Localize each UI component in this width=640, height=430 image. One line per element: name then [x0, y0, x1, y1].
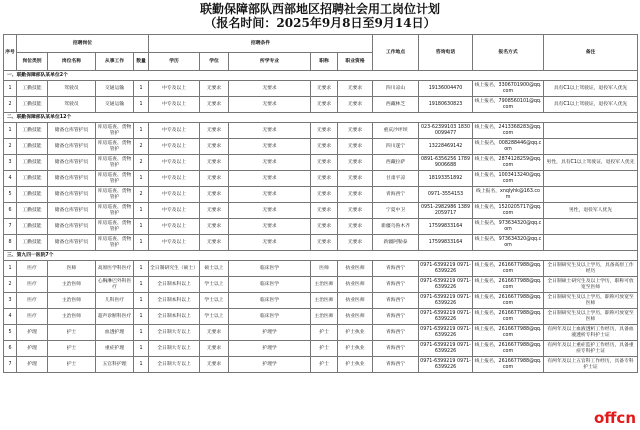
row-major: 护理学: [229, 325, 311, 341]
row-degree: 无要求: [200, 357, 229, 373]
row-post-category: 工勤技能: [17, 139, 48, 155]
row-post-category: 工勤技能: [17, 203, 48, 219]
row-apply: 线上报名，973634320@qq.com: [473, 235, 544, 251]
table-row: [4, 341, 638, 357]
row-title: 主治医师: [311, 293, 338, 309]
header-apply: 报名方式: [473, 35, 544, 71]
header-group-post: 招聘岗位: [17, 35, 149, 53]
row-post-name: 护士: [48, 341, 96, 357]
row-qualification: 无要求: [338, 219, 373, 235]
row-post-name: 医师: [48, 261, 96, 277]
row-qualification: 无要求: [338, 81, 373, 97]
row-apply: 线上报名，2616677988@qq.com: [473, 277, 544, 293]
header-count: 数量: [134, 53, 149, 71]
row-qualification: 无要求: [338, 155, 373, 171]
table-row: [4, 139, 638, 155]
row-title: 无要求: [311, 235, 338, 251]
row-post-category: 工勤技能: [17, 155, 48, 171]
row-post-name: 护士: [48, 357, 96, 373]
row-count: 1: [134, 309, 149, 325]
row-seq: 2: [4, 277, 17, 293]
row-work: 库房巡查、货物管护: [96, 171, 134, 187]
row-count: 1: [134, 81, 149, 97]
row-location: 青海西宁: [373, 293, 419, 309]
row-location: 青海西宁: [373, 325, 419, 341]
row-seq: 2: [4, 97, 17, 113]
row-phone: 17599833164: [419, 235, 473, 251]
row-seq: 5: [4, 187, 17, 203]
row-count: 1: [134, 325, 149, 341]
row-phone: 0971-6399219 0971-6399226: [419, 277, 473, 293]
row-phone: 13228469142: [419, 139, 473, 155]
header-title: 职称: [311, 53, 338, 71]
row-work: 库房巡查、货物管护: [96, 155, 134, 171]
row-work: 库房巡查、货物管护: [96, 187, 134, 203]
row-major: 无要求: [229, 139, 311, 155]
table-row: [4, 277, 638, 293]
row-title: 护士: [311, 325, 338, 341]
row-qualification: 无要求: [338, 203, 373, 219]
row-major: 无要求: [229, 203, 311, 219]
row-remark: [544, 123, 638, 139]
row-title: 无要求: [311, 123, 338, 139]
header-location: 工作地点: [373, 35, 419, 71]
row-remark: 有两年及以上血液透析工作经历，具备血液透析专科护士证: [544, 325, 638, 341]
row-major: 无要求: [229, 187, 311, 203]
row-post-name: 储备仓库管护员: [48, 219, 96, 235]
row-post-category: 护理: [17, 341, 48, 357]
row-education: 中专及以上: [149, 155, 200, 171]
row-remark: 男性，具有C1以上驾驶证，退役军人优先: [544, 155, 638, 171]
row-title: 无要求: [311, 187, 338, 203]
row-education: 中专及以上: [149, 97, 200, 113]
row-major: 无要求: [229, 97, 311, 113]
row-seq: 4: [4, 171, 17, 187]
row-remark: 有两年及以上重症监护工作经历，具备重症专科护士证: [544, 341, 638, 357]
row-location: 青海西宁: [373, 341, 419, 357]
row-remark: [544, 139, 638, 155]
row-phone: 0951-2982986 13892059717: [419, 203, 473, 219]
row-phone: 0971-6399219 0971-6399226: [419, 341, 473, 357]
row-work: 库房巡查、货物管护: [96, 139, 134, 155]
row-title: 无要求: [311, 97, 338, 113]
row-degree: 无要求: [200, 171, 229, 187]
row-education: 全日制大专以上: [149, 357, 200, 373]
row-count: 1: [134, 123, 149, 139]
header-post-category: 岗位类别: [17, 53, 48, 71]
section-row: [4, 71, 638, 81]
table-row: [4, 219, 638, 235]
row-title: 医师: [311, 261, 338, 277]
row-phone: 0971-6399219 0971-6399226: [419, 293, 473, 309]
row-degree: 学士以上: [200, 309, 229, 325]
row-post-category: 工勤技能: [17, 235, 48, 251]
row-location: 四川遂宁: [373, 139, 419, 155]
row-work: 儿科医疗: [96, 293, 134, 309]
row-location: 青海西宁: [373, 309, 419, 325]
row-major: 无要求: [229, 171, 311, 187]
row-apply: 线上报名，2413368283@qq.com: [473, 123, 544, 139]
row-post-category: 工勤技能: [17, 219, 48, 235]
row-phone: 0971-6399219 0971-6399226: [419, 357, 473, 373]
header-seq: 序号: [4, 35, 17, 71]
row-apply: 线上报名，1520205717@qq.com: [473, 203, 544, 219]
row-phone: 0971-6399219 0971-6399226: [419, 261, 473, 277]
row-work: 高原医学科医疗: [96, 261, 134, 277]
row-degree: 无要求: [200, 325, 229, 341]
row-apply: 线上报名，973634320@qq.com: [473, 219, 544, 235]
header-remark: 备注: [544, 35, 638, 71]
row-seq: 3: [4, 155, 17, 171]
row-education: 中专及以上: [149, 187, 200, 203]
row-post-category: 护理: [17, 325, 48, 341]
row-seq: 2: [4, 139, 17, 155]
row-major: 临床医学: [229, 277, 311, 293]
row-location: 青海西宁: [373, 187, 419, 203]
row-post-name: 驾驶员: [48, 81, 96, 97]
row-apply: 线上报名，2616677988@qq.com: [473, 261, 544, 277]
row-phone: 0971-3554153: [419, 187, 473, 203]
row-title: 无要求: [311, 203, 338, 219]
row-location: 西藏林芝: [373, 97, 419, 113]
row-post-category: 工勤技能: [17, 123, 48, 139]
row-count: 1: [134, 341, 149, 357]
section-title: 一、联勤保障部队某单位2个: [4, 71, 638, 81]
section-row: [4, 251, 638, 261]
row-seq: 4: [4, 309, 17, 325]
row-work: 重症护理: [96, 341, 134, 357]
header-phone: 咨询电话: [419, 35, 473, 71]
row-seq: 7: [4, 219, 17, 235]
row-remark: [544, 219, 638, 235]
row-seq: 6: [4, 203, 17, 219]
row-apply: 线上报名，xnqlyhk@163.com: [473, 187, 544, 203]
row-post-category: 工勤技能: [17, 171, 48, 187]
row-remark: 全日制研究生及以上学历，职称可放宽至医师: [544, 293, 638, 309]
row-post-name: 驾驶员: [48, 97, 96, 113]
row-degree: 无要求: [200, 139, 229, 155]
row-seq: 5: [4, 325, 17, 341]
row-qualification: 无要求: [338, 171, 373, 187]
row-remark: 有两年及以上五官科工作经历，具备专科护士证: [544, 357, 638, 373]
row-title: 无要求: [311, 171, 338, 187]
row-title: 护士: [311, 341, 338, 357]
table-row: [4, 309, 638, 325]
row-work: 库房巡查、货物管护: [96, 123, 134, 139]
row-post-name: 主治医师: [48, 293, 96, 309]
row-phone: 17599833164: [419, 219, 473, 235]
row-post-category: 医疗: [17, 277, 48, 293]
header-work: 从事工作: [96, 53, 134, 71]
header-qualification: 职业资格: [338, 53, 373, 71]
row-work: 五官科护理: [96, 357, 134, 373]
table-row: [4, 171, 638, 187]
row-major: 无要求: [229, 123, 311, 139]
section-row: [4, 113, 638, 123]
row-degree: 无要求: [200, 187, 229, 203]
row-count: 1: [134, 293, 149, 309]
row-phone: 0891-6356256 17899006688: [419, 155, 473, 171]
row-work: 库房巡查、货物管护: [96, 235, 134, 251]
row-qualification: 无要求: [338, 235, 373, 251]
row-degree: 无要求: [200, 123, 229, 139]
table-row: [4, 261, 638, 277]
row-location: 宁夏中卫: [373, 203, 419, 219]
row-title: 无要求: [311, 155, 338, 171]
header-row-1: [4, 35, 638, 53]
row-remark: [544, 187, 638, 203]
row-location: 新疆乌鲁木齐: [373, 219, 419, 235]
positions-table: [3, 34, 638, 373]
row-post-name: 储备仓库管护员: [48, 187, 96, 203]
row-phone: 18193351892: [419, 171, 473, 187]
row-qualification: 执业医师: [338, 261, 373, 277]
row-degree: 学士以上: [200, 293, 229, 309]
row-count: 1: [134, 261, 149, 277]
row-location: 青海西宁: [373, 277, 419, 293]
row-education: 全日制大专以上: [149, 325, 200, 341]
row-education: 中专及以上: [149, 235, 200, 251]
row-major: 无要求: [229, 235, 311, 251]
row-education: 全日制大专以上: [149, 341, 200, 357]
row-major: 临床医学: [229, 261, 311, 277]
row-title: 无要求: [311, 139, 338, 155]
row-qualification: 无要求: [338, 123, 373, 139]
row-major: 无要求: [229, 81, 311, 97]
row-location: 青海西宁: [373, 357, 419, 373]
row-remark: 全日制硕士研究生及以上学历，职称可放宽至医师: [544, 277, 638, 293]
row-count: 2: [134, 187, 149, 203]
table-row: [4, 235, 638, 251]
row-post-category: 工勤技能: [17, 81, 48, 97]
row-apply: 线上报名，008288446@qq.com: [473, 139, 544, 155]
row-seq: 3: [4, 293, 17, 309]
row-phone: 0971-6399219 0971-6399226: [419, 325, 473, 341]
row-seq: 6: [4, 341, 17, 357]
section-title: 二、联勤保障部队某单位12个: [4, 113, 638, 123]
row-phone: 0971-6399219 0971-6399226: [419, 309, 473, 325]
row-location: 重庆沙坪坝: [373, 123, 419, 139]
row-post-category: 护理: [17, 357, 48, 373]
row-qualification: 护士执业: [338, 325, 373, 341]
row-major: 临床医学: [229, 309, 311, 325]
row-count: 1: [134, 235, 149, 251]
row-major: 护理学: [229, 357, 311, 373]
row-qualification: 无要求: [338, 97, 373, 113]
row-apply: 线上报名，2616677988@qq.com: [473, 341, 544, 357]
row-qualification: 无要求: [338, 187, 373, 203]
row-degree: 无要求: [200, 219, 229, 235]
row-count: 1: [134, 203, 149, 219]
row-apply: 线上报名，7908560101@qq.com: [473, 97, 544, 113]
row-education: 全日制研究生（硕士）: [149, 261, 200, 277]
row-degree: 无要求: [200, 203, 229, 219]
row-remark: 具有C1以上驾驶证，退役军人优先: [544, 81, 638, 97]
table-row: [4, 293, 638, 309]
row-degree: 无要求: [200, 155, 229, 171]
row-title: 主治医师: [311, 277, 338, 293]
header-degree: 学位: [200, 53, 229, 71]
row-degree: 无要求: [200, 97, 229, 113]
row-remark: [544, 171, 638, 187]
row-work: 交通运输: [96, 97, 134, 113]
row-qualification: 护士执业: [338, 357, 373, 373]
row-apply: 线上报名，2616677988@qq.com: [473, 309, 544, 325]
row-remark: 全日制研究生及以上学历，具备高原工作经历: [544, 261, 638, 277]
table-row: [4, 123, 638, 139]
row-post-category: 医疗: [17, 261, 48, 277]
row-apply: 线上报名，2616677988@qq.com: [473, 293, 544, 309]
row-education: 全日制本科以上: [149, 293, 200, 309]
row-phone: 19180630823: [419, 97, 473, 113]
row-degree: 无要求: [200, 341, 229, 357]
row-work: 交通运输: [96, 81, 134, 97]
row-post-category: 医疗: [17, 293, 48, 309]
row-seq: 1: [4, 81, 17, 97]
row-post-name: 主治医师: [48, 277, 96, 293]
row-count: 1: [134, 277, 149, 293]
row-seq: 1: [4, 123, 17, 139]
row-apply: 线上报名，2616677988@qq.com: [473, 325, 544, 341]
row-major: 护理学: [229, 341, 311, 357]
row-remark: 具有C1以上驾驶证，退役军人优先: [544, 97, 638, 113]
row-post-category: 工勤技能: [17, 187, 48, 203]
row-work: 血透护理: [96, 325, 134, 341]
row-location: 甘肃平凉: [373, 171, 419, 187]
row-apply: 线上报名，2874128259@qq.com: [473, 155, 544, 171]
row-seq: 8: [4, 235, 17, 251]
row-seq: 1: [4, 261, 17, 277]
row-count: 2: [134, 139, 149, 155]
row-education: 中专及以上: [149, 203, 200, 219]
row-education: 中专及以上: [149, 81, 200, 97]
row-qualification: 护士执业: [338, 341, 373, 357]
row-post-name: 储备仓库管护员: [48, 235, 96, 251]
table-row: [4, 81, 638, 97]
header-post-name: 岗位名称: [48, 53, 96, 71]
row-location: 新疆阿勒泰: [373, 235, 419, 251]
offcn-watermark: offcn: [593, 409, 636, 427]
row-location: 四川凉山: [373, 81, 419, 97]
row-location: 西藏拉萨: [373, 155, 419, 171]
table-row: [4, 97, 638, 113]
row-post-name: 储备仓库管护员: [48, 203, 96, 219]
header-group-conditions: 招聘条件: [149, 35, 373, 53]
row-remark: 男性，退役军人优先: [544, 203, 638, 219]
row-count: 1: [134, 357, 149, 373]
row-education: 中专及以上: [149, 123, 200, 139]
row-apply: 线上报名，1003413240@qq.com: [473, 171, 544, 187]
table-row: [4, 203, 638, 219]
row-major: 临床医学: [229, 293, 311, 309]
row-phone: 19136004470: [419, 81, 473, 97]
row-seq: 7: [4, 357, 17, 373]
row-post-name: 护士: [48, 325, 96, 341]
row-qualification: 执业医师: [338, 277, 373, 293]
row-major: 无要求: [229, 219, 311, 235]
row-title: 无要求: [311, 81, 338, 97]
row-major: 无要求: [229, 155, 311, 171]
row-count: 1: [134, 97, 149, 113]
row-post-name: 储备仓库管护员: [48, 171, 96, 187]
row-location: 青海西宁: [373, 261, 419, 277]
row-title: 护士: [311, 357, 338, 373]
row-qualification: 执业医师: [338, 309, 373, 325]
row-remark: [544, 235, 638, 251]
registration-period: （报名时间：2025年9月8日至9月14日）: [204, 16, 436, 30]
table-row: [4, 357, 638, 373]
row-apply: 线上报名，2616677988@qq.com: [473, 357, 544, 373]
row-education: 中专及以上: [149, 171, 200, 187]
row-work: 库房巡查、货物管护: [96, 203, 134, 219]
header-major: 所学专业: [229, 53, 311, 71]
document-title: 联勤保障部队西部地区招聘社会用工岗位计划: [199, 2, 440, 16]
row-education: 全日制本科以上: [149, 309, 200, 325]
row-post-name: 主治医师: [48, 309, 96, 325]
row-education: 全日制本科以上: [149, 277, 200, 293]
table-row: [4, 155, 638, 171]
row-work: 心胸淋巴外科医疗: [96, 277, 134, 293]
row-remark: 全日制研究生及以上学历，职称可放宽至医师: [544, 309, 638, 325]
row-work: 超声诊断科医疗: [96, 309, 134, 325]
row-count: 1: [134, 219, 149, 235]
row-post-category: 工勤技能: [17, 97, 48, 113]
row-qualification: 无要求: [338, 139, 373, 155]
row-degree: 硕士以上: [200, 261, 229, 277]
row-post-category: 医疗: [17, 309, 48, 325]
row-qualification: 执业医师: [338, 293, 373, 309]
row-work: 库房巡查、货物管护: [96, 219, 134, 235]
table-row: [4, 325, 638, 341]
row-count: 2: [134, 155, 149, 171]
row-education: 中专及以上: [149, 139, 200, 155]
row-title: 无要求: [311, 219, 338, 235]
row-phone: 023-62399103 18300099477: [419, 123, 473, 139]
section-title: 三、第九四一医院7个: [4, 251, 638, 261]
table-row: [4, 187, 638, 203]
row-degree: 无要求: [200, 235, 229, 251]
row-apply: 线上报名，3306701900@qq.com: [473, 81, 544, 97]
row-education: 中专及以上: [149, 219, 200, 235]
row-count: 1: [134, 171, 149, 187]
header-education: 学历: [149, 53, 200, 71]
row-title: 主治医师: [311, 309, 338, 325]
row-post-name: 储备仓库管护员: [48, 139, 96, 155]
row-post-name: 储备仓库管护员: [48, 123, 96, 139]
row-post-name: 储备仓库管护员: [48, 155, 96, 171]
row-degree: 无要求: [200, 81, 229, 97]
row-degree: 学士以上: [200, 277, 229, 293]
